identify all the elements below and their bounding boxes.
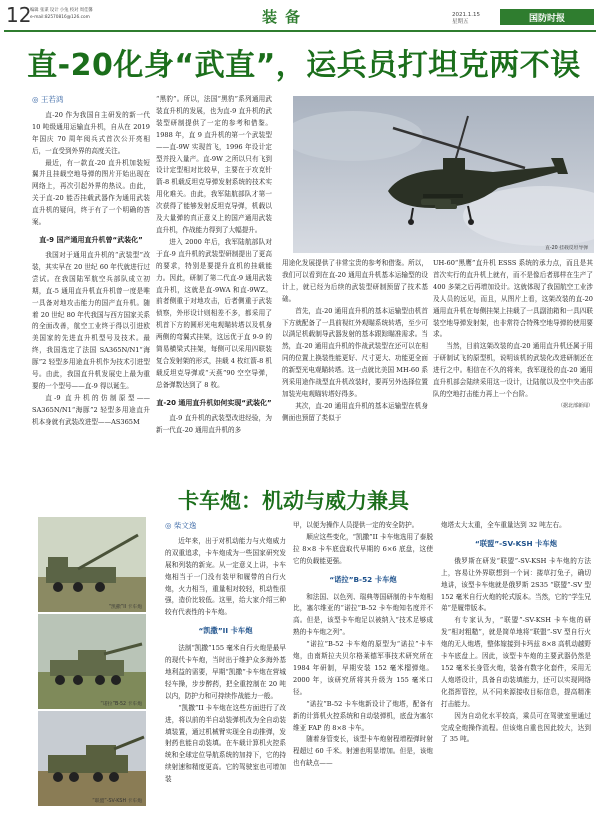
email-line: e-mail:82570816@126.com [30,15,90,20]
paragraph: 进入 2000 年后，我军陆航部队对于直-9 直升机的武装型研制提出了更高的要求，特别是要提升直机的挂载能力。因此，研制了第二代直-9 通用武装直升机，这就是直-9WA 和直-9WZ。前者侧重于对地攻击，后者侧重于武装侦察，外形设计则相差不多，都采用了机首下方的圆形光电观瞄转塔以及机身两侧的弯翼式挂架，这远优于直 9-9 的简易横梁式挂架，每侧可以采用四联装复合发射架的形式，挂载 4 枚红箭-8 机载反坦克导弹或“天燕”90 空空导弹，总备弹数达到了 8 枚。 [156,237,272,389]
article2-column-2 [165,520,286,786]
newspaper-logo: 国防时报 [500,9,594,25]
issue-date [452,12,500,26]
headline-z20: 直-20化身“武直”，运兵员打坦克两不误 [27,48,581,83]
paragraph: 法制“凯撒”155 毫米自行火炮是最早的现代卡车炮，当时出于维护众多海外基地利益的需要，早期“凯撒”卡车炮在营城轻车操，步步醉药，把全重控制在 20 吨以内，防护力和可持续作战能力一般。 [165,644,286,700]
paragraph: （据北部新闻） [557,402,593,409]
caption-caesar-ii: “凯撒”II 卡车炮 [108,605,142,610]
subheading: 直-20 通用直升机如何实现“武装化” [156,398,272,407]
subheading: 直-9 国产通用直升机曾“武装化” [39,235,143,244]
helicopter-photo-caption: 直-20 挂载反坦导弹 [545,246,588,251]
paragraph: 其次，直-20 通用直升机的基本运输型在机身侧面也预留了类似于 [282,401,428,422]
paragraph: 因为自动化水平较高，乘员可在驾驶室里通过完成全炮操作流程。但该炮自重也因此较大，达到了 35 吨。 [441,711,591,744]
paragraph: 随着身管变长，该型卡车炮射程增程弹时射程超过 60 千米。射速也明显增加。但是，该炮也有缺点—— [293,735,433,768]
helicopter-photo [293,96,594,253]
paragraph: 和法国、以色列、瑞典等国研制的卡车炮相比，塞尔维亚的“诺拉”B-52 卡车炮知名度并不高。但是，该型卡车炮足以被纳入“技术足够成熟的卡车炮之列”。 [293,592,433,637]
weekday-text: 星期五 [452,19,469,25]
coalition-truck-illustration [38,711,146,806]
paragraph: 首先，直-20 通用直升机的基本运输型由机首下方就配备了一具前视红外观瞄系统转塔，至少可以满足机载制导武器发射的基本跟踪瞄准需求。当然，直-20 通用直升机的作战武装型在还可以在相同的位置上换装性能更好、尺寸更大、功能更全面的新型光电观瞄转塔。这一点就比美国 MH-60 系列采用途作战型直升机改装时，要再另外选择位置加装光电观瞄转塔好得多。 [282,306,428,398]
nora-truck-illustration [38,614,146,709]
header-rule [4,30,596,32]
paragraph: 我国对于通用直升机的“武装型”改装，其实早在 20 世纪 60 年代就进行过尝试。在我国陆军航空兵部队成立初期，直-5 通用直升机直升机曾一度是唯一具备对地攻击能力的国产直升机。随着 20 世纪 80 年代我国与西方国家关系的全面改善，航空工业终于得以引进欧美国家的先进直升机型号及技术。最终，我国选定了法国 SA365N/N1“海豚”2 轻型多用途直升机作为技术引进型号。由此，我国直升机发展史上最为重要的一个型号——直-9 得以诞生。 [32,250,150,390]
photo-coalition-sv-ksh [38,711,146,806]
caesar-truck-illustration [38,517,146,612]
paragraph: 俄罗斯在研发“联盟”-SV-KSH 卡车炮的方法上，容易让外界联想到一个词：搂草打兔子，确切地讲，该型卡车炮就是俄罗斯 2S35 “联盟”-SV 型 152 毫米自行火炮的轮式版本。当然，它的“学生兄弟”是履带版本。 [441,556,591,613]
paragraph: 直-9 直升机的仿制原型——SA365N/N1“海豚”2 轻型多用途直升机本身就有武装改进型——AS365M [32,393,150,426]
page-number: 12 [6,3,32,27]
paragraph: 直-20 作为我国自主研发的新一代 10 吨级通用运输直升机，自从在 2019 年国庆 70 周年阅兵式首次公开亮相后，一直受到外界的高度关注。 [32,110,150,155]
paragraph: 最近，有一款直-20 直升机加装短翼并且挂载空地导弹的图片开始出现在网络上，再次引起外界的热议。由此，关于直-20 能否挂载武器作为通用武装直升机的疑问，终于有了一个明确的答案。 [32,158,150,227]
article1-column-3 [282,258,428,425]
photo-caesar-ii [38,517,146,612]
paragraph: 用途化发展提供了非常宝贵的参考和借鉴。所以，我们可以看到在直-20 通用直升机基本运输型的设计上，就已经为后续的武装型研制预留了技术基础。 [282,259,428,303]
paragraph: 近年来，出于对机动能力与火炮威力的双重追求，卡车炮成为一些国家研究发展和列装的新宠。从一定意义上讲，卡车炮相当于一门没有装甲和履带的自行火炮，火力相当，重量相对较轻，机动性很强，造价比较低。这里，给大家介绍三种较有代表性的卡车炮。 [165,536,286,617]
staff-line: 编辑 张谋 设计 小兔 校对 周佳馨 [30,8,93,13]
subheading: “诺拉”B-52 卡车炮 [329,574,397,584]
author-byline: ◎ 柴文逸 [165,521,197,530]
subheading: “凯撒”II 卡车炮 [198,626,253,636]
article2-column-3 [293,520,433,770]
photo-nora-b52 [38,614,146,709]
paragraph: 有专家认为，“联盟”-SV-KSH 卡车炮的研发“相对粗糙”，就是简单地将“联盟”-SV 型自行火炮的无人炮塔，整体嫁接到卡玛兹 8×8 高机动越野卡车底盘上。因此，该型卡车炮的主要武器仍然是 152 毫米长身管火炮，装备有数字化套件，采用无人炮塔设计，具备自动装填能力，还可以实现网络化指挥管控，从不同来源接收目标信息，提高精准打击能力。 [441,616,591,708]
article1-column-2 [156,94,272,436]
article1-column-1 [32,94,150,429]
date-text: 2021.1.15 [452,12,480,18]
paragraph: 炮塔太大太重，全车重量达到 32 吨左右。 [441,521,566,529]
helicopter-illustration [293,96,594,253]
paragraph: “诺拉”B-52 卡车炮的原型为“诺拉”卡车炮，由南斯拉夫贝尔格莱德军事技术研究所在 1984 年研制，早期安装 152 毫米榴弹炮。2000 年，该研究所将其升级为 155 毫米口径。 [293,640,433,696]
caption-nora-b52: “诺拉”B-52 卡车炮 [100,702,142,707]
caption-coalition-sv-ksh: “联盟”-SV-KSH 卡车炮 [92,799,142,804]
paragraph: 直-9 直升机的武装型改进经验，为新一代直-20 通用直升机的多 [156,413,272,434]
paragraph: “黑豹”。所以，法国“黑豹”系列通用武装直升机的发展，也为直-9 直升机的武装型研制提供了一定的参考和借鉴。1988 年，直 9 直升机的第一个武装型——直-9W 实现首飞，1996 年设计定型并投入量产。直-9W 之所以只有飞到设计定型相对比较早，主要在于攻克针箭-8 机载反坦克导弹发射系统的技术实用化难关。由此，我军陆航部队才第一次获得了能够发射反坦克导弹，机载以及大量弹的真正意义上的国产通用武装直升机，作战能力得到了大幅提升。 [156,95,272,234]
paragraph: 当然，目前这架改装的直-20 通用直升机还属于用于研制试飞的原型机，说明该机的武装化改进研制还在进行之中。相信在不久的将来，我军现役的直-20 通用直升机部会陆续采用这一设计，让陆航以及空中突击部队的空地打击能力再上一个台阶。 [433,342,593,398]
paragraph: 甲，以便为操作人员提供一定的安全防护。 [293,521,419,529]
paragraph: 顺应这些变化，“凯撒”II 卡车炮选用了泰脱拉 8×8 卡车底盘取代早期的 6×6 底盘，这使它的负载能更强。 [293,532,433,565]
subheading: “联盟”-SV-KSH 卡车炮 [474,538,558,548]
paragraph: UH-60“黑鹰”直升机 ESSS 系统的承力点，而且是其首次实行的直升机上就有，而不是像后者那样在生产了 400 多架之后再增加设计。这就体现了我国航空工业涉及人员的远见，而且，从图片上看，这架改装的直-20 通用直升机在每侧挂架上挂载了一具副油箱和一具四联装空地导弹发射架，也非常符合特殊空地导弹的使用要求。 [433,259,593,339]
paragraph: “诺拉”B-52 卡车炮新设计了炮塔，配备有新的计算机火控系统和自动装弹机，底盘为塞尔维亚 FAP 的 8×8 卡车。 [293,699,433,732]
paragraph: “凯撒”II 卡车炮在这些方面进行了改进，将以前的半自动装弹机改为全自动装填装置，通过机械臂实现全自动推弹，发射药也能自动装填。在车载计算机火控系统和全球定位导航系统的加持下，它的持续射速和精度更高。它的驾驶室也可增加装 [165,703,286,784]
headline-truck-artillery: 卡车炮：机动与威力兼具 [178,489,409,513]
article1-column-4 [433,258,593,413]
article2-column-4 [441,520,591,746]
section-title: 装备 [262,8,309,26]
author-byline: ◎ 王若鸿 [32,95,64,104]
